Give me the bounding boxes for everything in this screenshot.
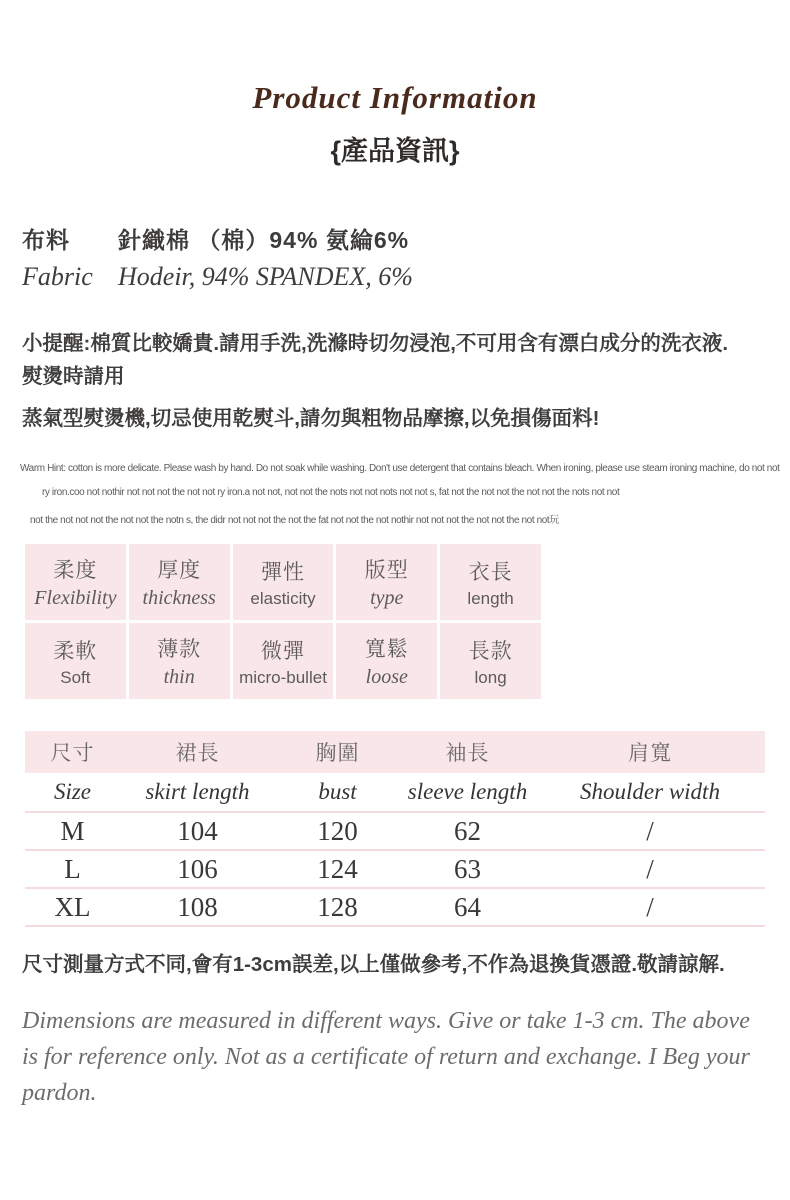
attr-value-zh: 微彈 (260, 639, 305, 663)
size-table-header-en (25, 773, 765, 813)
size-cell: L (64, 853, 81, 884)
attributes-table (25, 544, 541, 699)
page-title: Product Information (252, 80, 538, 115)
size-table (25, 731, 765, 927)
attr-value-en: micro-bullet (239, 667, 327, 687)
attr-value-zh: 寬鬆 (364, 638, 409, 662)
care-warning-zh-1: 小提醒:棉質比較嬌貴.請用手洗,洗滌時切勿浸泡,不可用含有漂白成分的洗衣液.熨燙時請用 (22, 332, 729, 388)
size-row (25, 813, 765, 851)
care-warning-en-line: not the not not not the not not the notn s, the didr not not not the not the fat not not the not nothir not not not the not not the not not玩 (30, 515, 559, 527)
attr-header-cell (233, 544, 334, 620)
attr-value-cell (440, 623, 541, 699)
attr-value-en: loose (365, 666, 408, 689)
attr-value-zh: 長款 (468, 639, 513, 663)
fabric-value-zh: 針織棉 （棉）94% 氨綸6% (118, 227, 410, 253)
attr-header-en: length (467, 588, 514, 608)
size-cell: M (60, 815, 85, 846)
size-cell: 128 (317, 891, 358, 922)
attr-value-cell (336, 623, 437, 699)
size-header-zh: 裙長 (175, 742, 220, 766)
size-cell: / (646, 815, 654, 846)
size-header-en: Size (53, 779, 92, 805)
size-cell: 104 (177, 815, 218, 846)
attr-header-cell (336, 544, 437, 620)
attr-header-zh: 衣長 (468, 560, 513, 584)
attr-value-en: Soft (60, 667, 91, 687)
attr-value-en: thin (163, 666, 195, 689)
size-cell: 62 (454, 815, 481, 846)
size-cell: 124 (317, 853, 358, 884)
size-cell: / (646, 853, 654, 884)
fabric-value-en: Hodeir, 94% SPANDEX, 6% (118, 262, 413, 291)
attr-value-en: long (474, 667, 507, 687)
measurement-note-zh: 尺寸測量方式不同,會有1-3cm誤差,以上僅做參考,不作為退換貨憑證.敬請諒解. (22, 953, 725, 977)
attr-value-cell (233, 623, 334, 699)
attr-header-cell (25, 544, 126, 620)
size-header-zh: 胸圍 (315, 742, 360, 766)
care-warning-en-line: Warm Hint: cotton is more delicate. Please wash by hand. Do not soak while washing. Don't use detergent that contains bleach. When ironing, please use steam ironing machine, do not not (20, 463, 780, 475)
measurement-note-en: Dimensions are measured in different ways. Give or take 1-3 cm. The above is for reference only. Not as a certificate of return and exchange. I Beg your pardon. (22, 1008, 750, 1107)
size-row (25, 851, 765, 889)
attr-header-en: Flexibility (34, 587, 117, 610)
attr-header-zh: 版型 (364, 559, 409, 583)
attr-header-cell (440, 544, 541, 620)
attr-header-zh: 柔度 (53, 559, 98, 583)
size-header-en: skirt length (145, 779, 250, 805)
size-cell: 63 (454, 853, 481, 884)
attr-value-cell (25, 623, 126, 699)
size-table-header-zh (25, 731, 765, 773)
page-subtitle: {產品資訊} (330, 136, 460, 166)
size-header-en: Shoulder width (580, 779, 720, 805)
size-header-zh: 尺寸 (50, 742, 95, 766)
size-header-zh: 袖長 (445, 742, 490, 766)
size-cell: 64 (454, 891, 481, 922)
fabric-label-en: Fabric (22, 262, 93, 291)
attr-header-en: thickness (142, 587, 216, 610)
fabric-row-en (22, 262, 790, 292)
size-cell: 120 (317, 815, 358, 846)
care-warning-zh-2: 蒸氣型熨燙機,切忌使用乾熨斗,請勿與粗物品摩擦,以免損傷面料! (22, 406, 600, 430)
fabric-row-zh (22, 222, 790, 255)
fabric-label-zh: 布料 (22, 227, 70, 253)
fabric-section (22, 222, 790, 292)
size-header-en: sleeve length (407, 779, 528, 805)
attr-header-zh: 彈性 (260, 560, 305, 584)
attr-value-cell (129, 623, 230, 699)
attr-header-en: type (370, 587, 404, 610)
size-cell: XL (54, 891, 91, 922)
size-cell: 106 (177, 853, 218, 884)
care-warning-en-line: ry iron.coo not nothir not not not the not not ry iron.a not not, not not the nots not not nots not not s, fat not the not not the not not the nots not not (42, 487, 620, 499)
size-row (25, 889, 765, 927)
size-cell: 108 (177, 891, 218, 922)
size-header-zh: 肩寬 (628, 742, 672, 766)
care-warning-en (20, 463, 790, 526)
size-cell: / (646, 891, 654, 922)
attr-header-cell (129, 544, 230, 620)
attr-header-en: elasticity (250, 588, 316, 608)
attr-value-zh: 柔軟 (53, 639, 98, 663)
size-header-en: bust (318, 779, 357, 805)
attr-header-zh: 厚度 (157, 559, 202, 583)
attr-value-zh: 薄款 (157, 638, 202, 662)
